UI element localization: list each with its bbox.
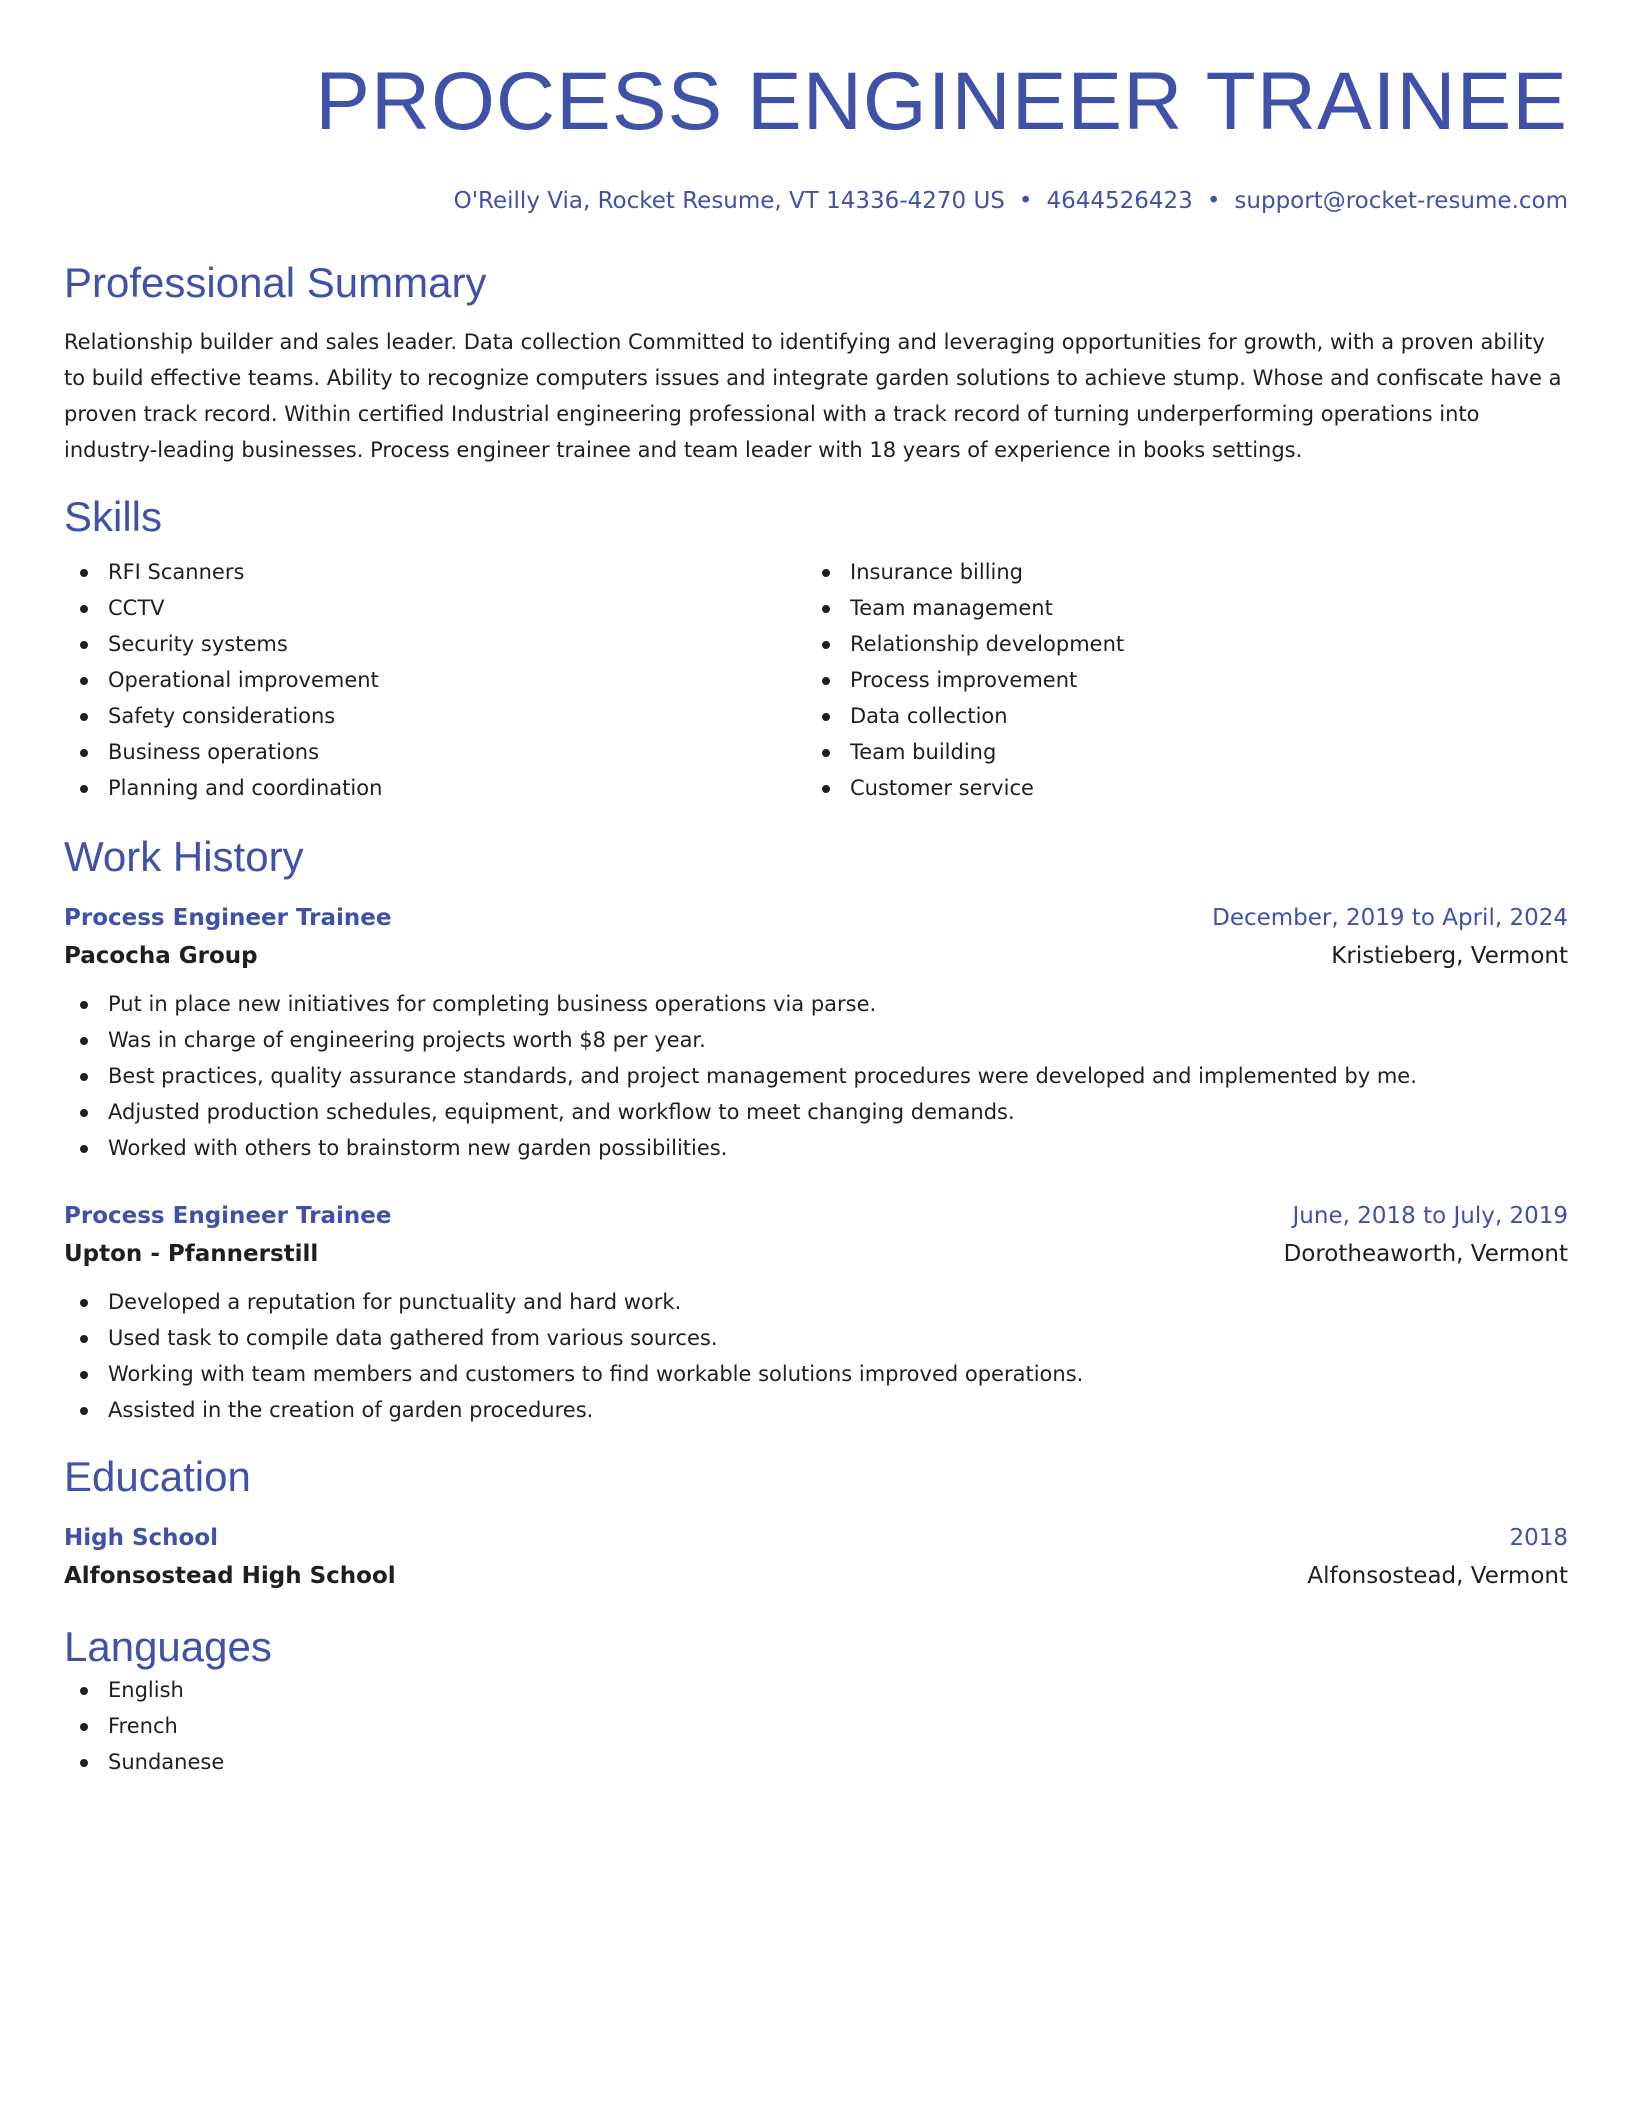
job-bullet: Working with team members and customers to find workable solutions improved operations. — [64, 1356, 1568, 1392]
job-bullet: Adjusted production schedules, equipment, and workflow to meet changing demands. — [64, 1094, 1568, 1130]
job-header-row — [64, 900, 1568, 936]
job-role: Process Engineer Trainee — [64, 1203, 392, 1229]
job-entry — [64, 1198, 1568, 1428]
skill-item: Relationship development — [806, 626, 1568, 662]
job-header-row — [64, 1198, 1568, 1234]
job-location: Kristieberg, Vermont — [1331, 943, 1568, 969]
job-company-row — [64, 936, 1568, 976]
skill-item: CCTV — [64, 590, 806, 626]
job-company: Upton - Pfannerstill — [64, 1241, 319, 1267]
skills-list-left — [64, 554, 806, 806]
skill-item: Data collection — [806, 698, 1568, 734]
education-school-row — [64, 1556, 1568, 1596]
skill-item: Insurance billing — [806, 554, 1568, 590]
language-item: French — [64, 1708, 1568, 1744]
contact-separator: • — [1206, 188, 1221, 214]
skill-item: Customer service — [806, 770, 1568, 806]
job-bullet: Best practices, quality assurance standards, and project management procedures were developed and implemented by me. — [64, 1058, 1568, 1094]
language-item: Sundanese — [64, 1744, 1568, 1780]
languages-list — [64, 1672, 1568, 1780]
work-history-heading: Work History — [64, 833, 304, 880]
skills-columns — [64, 554, 1568, 806]
skill-item: Team building — [806, 734, 1568, 770]
skill-item: Operational improvement — [64, 662, 806, 698]
job-bullets — [64, 986, 1568, 1166]
skills-heading: Skills — [64, 493, 163, 540]
job-bullet: Developed a reputation for punctuality and hard work. — [64, 1284, 1568, 1320]
contact-phone: 4644526423 — [1046, 188, 1193, 214]
contact-email: support@rocket-resume.com — [1234, 188, 1568, 214]
summary-heading: Professional Summary — [64, 259, 487, 306]
summary-text: Relationship builder and sales leader. Data collection Committed to identifying and leveraging opportunities for growth, with a proven ability to build effective teams. Ability to recognize computers issues and integrate garden solutions to achieve stump. Whose and confiscate have a proven track record. Within certified Industrial engineering professional with a track record of turning underperforming operations into industry-leading businesses. Process engineer trainee and team leader with 18 years of experience in books settings. — [64, 330, 1562, 462]
skill-item: Business operations — [64, 734, 806, 770]
education-year: 2018 — [1509, 1525, 1568, 1551]
skill-item: Safety considerations — [64, 698, 806, 734]
contact-separator: • — [1018, 188, 1033, 214]
education-header-row — [64, 1520, 1568, 1556]
contact-address: O'Reilly Via, Rocket Resume, VT 14336-4270 US — [453, 188, 1005, 214]
job-dates: December, 2019 to April, 2024 — [1212, 905, 1568, 931]
skill-item: Team management — [806, 590, 1568, 626]
job-company-row — [64, 1234, 1568, 1274]
skill-item: RFI Scanners — [64, 554, 806, 590]
skills-list-right — [806, 554, 1568, 806]
job-location: Dorotheaworth, Vermont — [1283, 1241, 1568, 1267]
resume-header — [64, 56, 1568, 216]
education-entry — [64, 1520, 1568, 1596]
job-company: Pacocha Group — [64, 943, 258, 969]
candidate-title: PROCESS ENGINEER TRAINEE — [315, 56, 1568, 147]
job-bullet: Put in place new initiatives for completing business operations via parse. — [64, 986, 1568, 1022]
skill-item: Planning and coordination — [64, 770, 806, 806]
job-entry — [64, 900, 1568, 1166]
skill-item: Process improvement — [806, 662, 1568, 698]
education-degree: High School — [64, 1525, 219, 1551]
skill-item: Security systems — [64, 626, 806, 662]
education-school: Alfonsostead High School — [64, 1563, 396, 1589]
languages-heading: Languages — [64, 1623, 272, 1670]
job-dates: June, 2018 to July, 2019 — [1292, 1203, 1568, 1229]
job-bullet: Was in charge of engineering projects worth $8 per year. — [64, 1022, 1568, 1058]
education-heading: Education — [64, 1453, 251, 1500]
job-bullet: Used task to compile data gathered from various sources. — [64, 1320, 1568, 1356]
contact-line — [64, 186, 1568, 216]
job-bullet: Assisted in the creation of garden procedures. — [64, 1392, 1568, 1428]
job-role: Process Engineer Trainee — [64, 905, 392, 931]
job-bullet: Worked with others to brainstorm new garden possibilities. — [64, 1130, 1568, 1166]
job-bullets — [64, 1284, 1568, 1428]
education-location: Alfonsostead, Vermont — [1307, 1563, 1568, 1589]
language-item: English — [64, 1672, 1568, 1708]
